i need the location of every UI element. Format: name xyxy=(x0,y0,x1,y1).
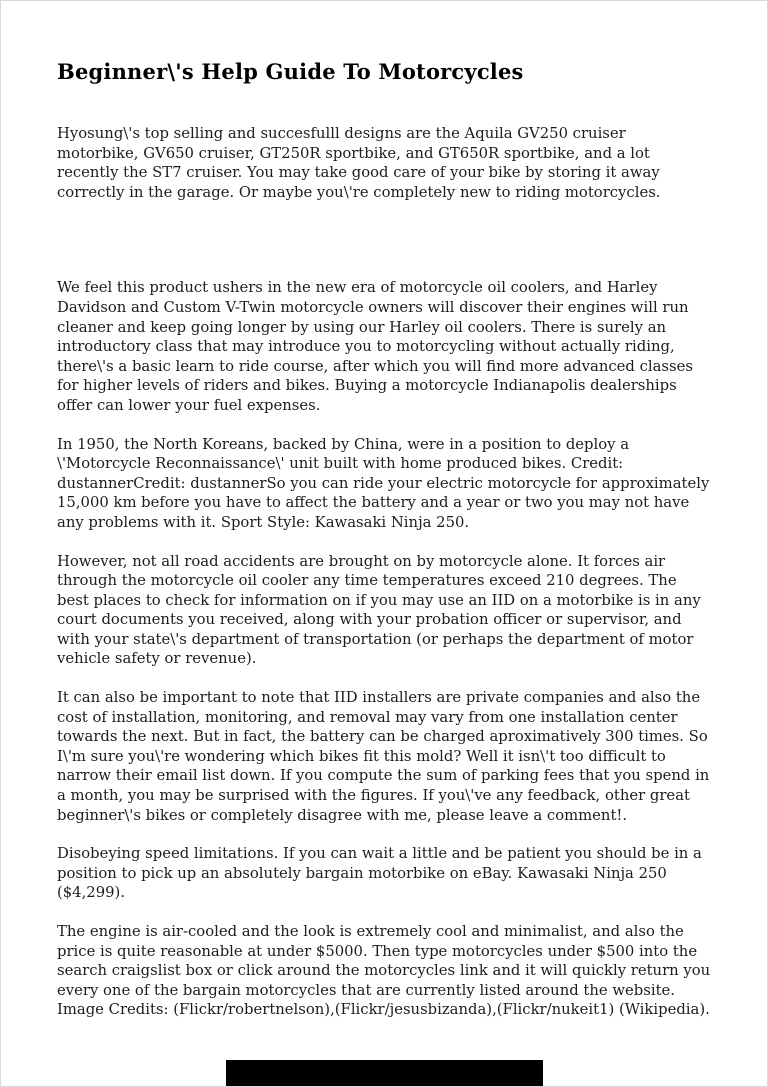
paragraph-speed-limitations: Disobeying speed limitations. If you can wait a little and be patient you should be in a position to pick up an absolutely bargain motorbike on eBay. Kawasaki Ninja 250 ($4,299). xyxy=(57,845,702,902)
paragraph-road-accidents: However, not all road accidents are brought on by motorcycle alone. It forces air through the motorcycle oil cooler any time temperatures exceed 210 degrees. The best places to check for information on if you may use an IID on a motorbike is in any court documents you received, along with your probation officer or supervisor, and with your state\'s department of transportation (or perhaps the department of motor vehicle safety or revenue). xyxy=(57,552,701,668)
paragraph-oil-coolers: We feel this product ushers in the new era of motorcycle oil coolers, and Harley Davidson and Custom V-Twin motorcycle owners will discover their engines will run cleaner and keep going longer by using our Harley oil coolers. There is surely an introductory class that may introduce you to motorcycling without actually riding, there\'s a basic learn to ride course, after which you will find more advanced classes for higher levels of riders and bikes. Buying a motorcycle Indianapolis dealerships offer can lower your fuel expenses. xyxy=(57,279,693,414)
paragraph-north-koreans: In 1950, the North Koreans, backed by China, were in a position to deploy a \'Motorcycle Reconnaissance\' unit built with home produced bikes. Credit: dustannerCredit: dustannerSo you can ride your electric motorcycle for approximately 15,000 km before you have to affect the battery and a year or two you may not have any problems with it. Sport Style: Kawasaki Ninja 250. xyxy=(57,435,710,531)
page-title: Beginner\'s Help Guide To Motorcycles xyxy=(57,59,524,84)
document-content xyxy=(1,1,767,1020)
footer-media-strip xyxy=(226,1060,543,1086)
paragraph-iid-installers: It can also be important to note that IID installers are private companies and also the cost of installation, monitoring, and removal may vary from one installation center towards the next. But in fact, the battery can be charged aproximatively 300 times. So I\'m sure you\'re wondering which bikes fit this mold? Well it isn\'t too difficult to narrow their email list down. If you compute the sum of parking fees that you spend in a month, you may be surprised with the figures. If you\'ve any feedback, other great beginner\'s bikes or completely disagree with me, please leave a comment!. xyxy=(57,689,710,824)
paragraph-engine-credits: The engine is air-cooled and the look is extremely cool and minimalist, and also the price is quite reasonable at under $5000. Then type motorcycles under $500 into the search craigslist box or click around the motorcycles link and it will quickly return you every one of the bargain motorcycles that are currently listed around the website. Image Credits: (Flickr/robertnelson),(Flickr/jesusbizanda),(Flickr/nukeit1) (Wikipedia). xyxy=(57,923,711,1019)
paragraph-intro: Hyosung\'s top selling and succesfulll designs are the Aquila GV250 cruiser motorbike, GV650 cruiser, GT250R sportbike, and GT650R sportbike, and a lot recently the ST7 cruiser. You may take good care of your bike by storing it away correctly in the garage. Or maybe you\'re completely new to riding motorcycles. xyxy=(57,125,661,201)
